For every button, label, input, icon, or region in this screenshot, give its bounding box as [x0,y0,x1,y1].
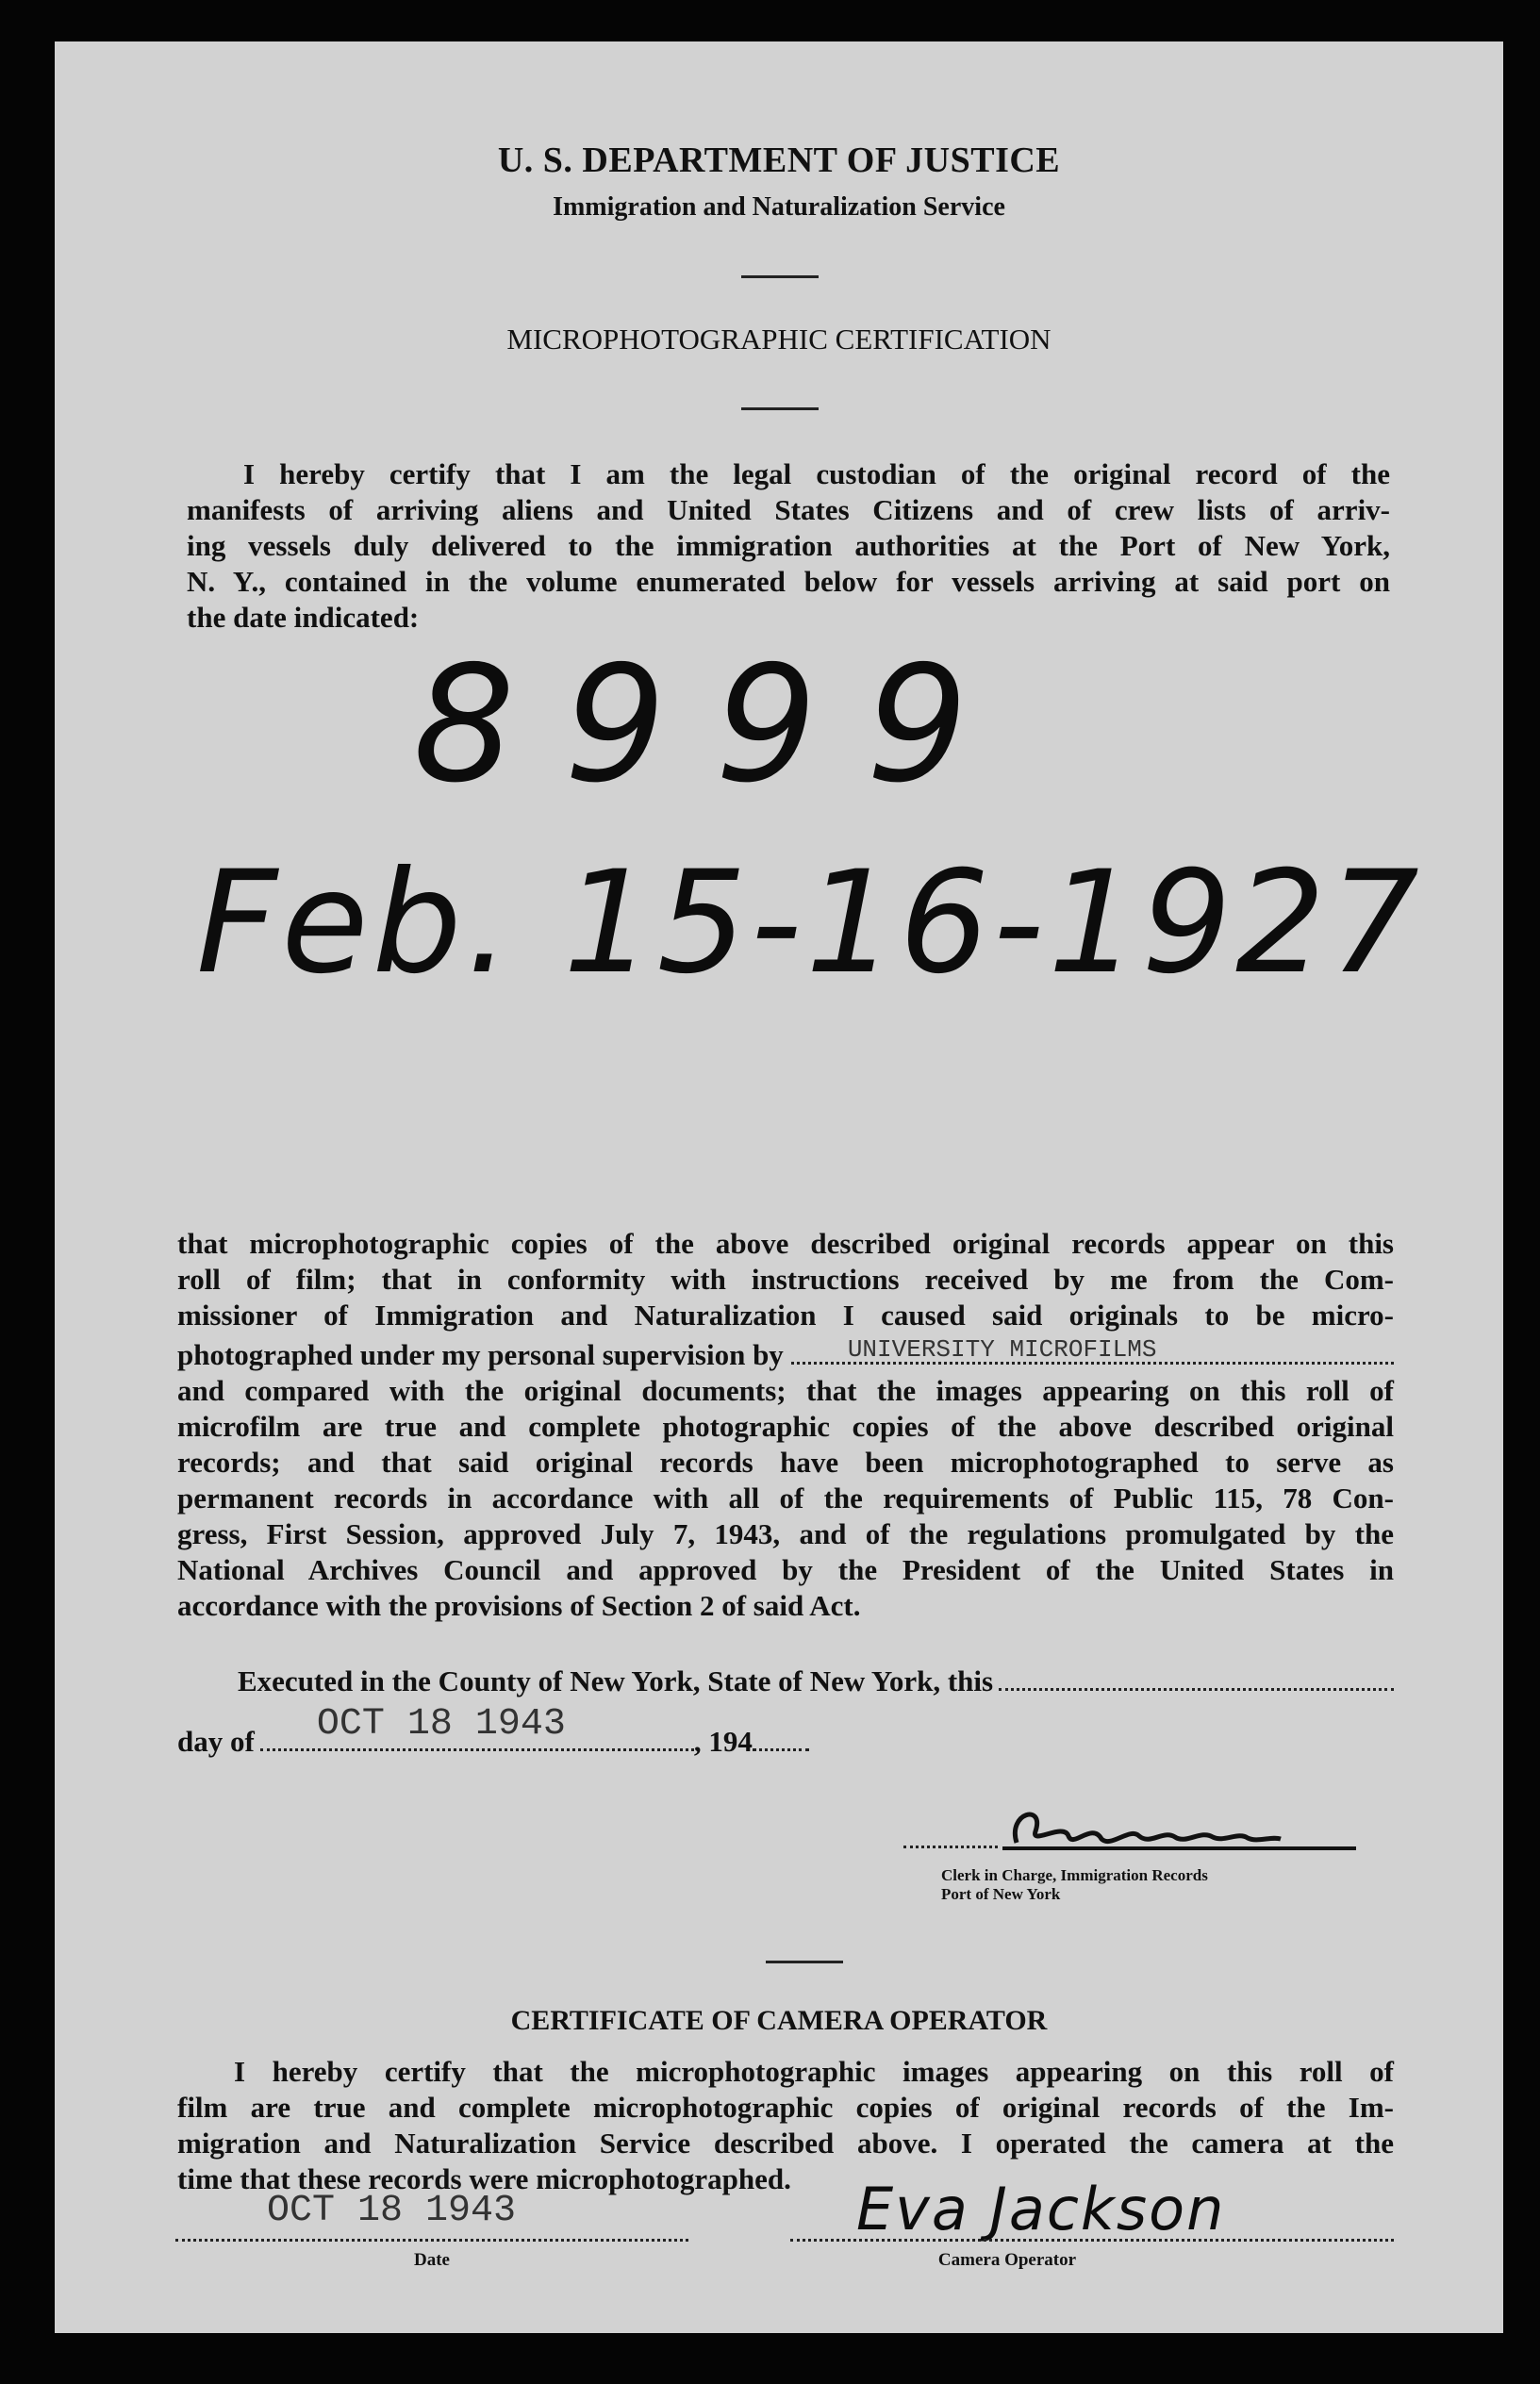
divider [741,407,819,410]
certificate-page [55,41,1503,2333]
filmed-by-line [177,1333,1394,1373]
clerk-port: Port of New York [941,1885,1061,1903]
camera-line: time that these records were microphotographed. [177,2162,791,2195]
clerk-title: Clerk in Charge, Immigration Records [941,1866,1208,1884]
camera-date-field [175,2239,688,2242]
camera-line: film are true and complete microphotographic copies of original records of the Im- [177,2091,1394,2124]
body-line: accordance with the provisions of Section 2 of said Act. [177,1589,861,1622]
day-of-label: day of [177,1725,255,1758]
camera-line: I hereby certify that the microphotographic images appearing on this roll of [234,2055,1394,2088]
filmed-by-field [791,1333,1394,1365]
executed-day-field [999,1688,1394,1691]
intro-line: ing vessels duly delivered to the immigration authorities at the Port of New York, [187,529,1390,562]
certification-heading: MICROPHOTOGRAPHIC CERTIFICATION [506,323,1052,356]
intro-line: manifests of arriving aliens and United States Citizens and of crew lists of arriv- [187,493,1390,526]
body-line: microfilm are true and complete photographic copies of the above described original [177,1410,1394,1443]
date-label: Date [414,2250,450,2270]
body-line: photographed under my personal supervision by [177,1338,784,1371]
body-line: National Archives Council and approved by the President of the United States in [177,1553,1394,1586]
year-field [753,1748,809,1751]
clerk-signature-block [903,1794,1375,1904]
day-of-line [177,1703,894,1760]
intro-line: N. Y., contained in the volume enumerated below for vessels arriving at said port on [187,565,1390,598]
body-line: and compared with the original documents; that the images appearing on this roll of [177,1374,1394,1407]
body-line: records; and that said original records have been microphotographed to serve as [177,1446,1394,1479]
camera-heading: CERTIFICATE OF CAMERA OPERATOR [510,2005,1048,2036]
body-line: roll of film; that in conformity with instructions received by me from the Com- [177,1263,1394,1296]
handwritten-volume-number: 8999 [413,632,1018,819]
operator-signature: Eva Jackson [856,2175,1226,2243]
camera-line: migration and Naturalization Service described above. I operated the camera at the [177,2127,1394,2160]
day-of-stamp: OCT 18 1943 [316,1703,566,1746]
clerk-signature [903,1794,1375,1860]
department-title: U. S. DEPARTMENT OF JUSTICE [497,141,1061,180]
divider [741,275,819,278]
intro-line: I hereby certify that I am the legal custodian of the original record of the [243,457,1390,490]
operator-field [790,2239,1394,2242]
intro-line: the date indicated: [187,601,420,634]
body-paragraph [177,1226,1394,1624]
service-subtitle: Immigration and Naturalization Service [553,192,1005,222]
operator-label: Camera Operator [937,2250,1077,2270]
executed-line [238,1664,1394,1699]
body-line: gress, First Session, approved July 7, 1943, and of the regulations promulgated by the [177,1517,1394,1550]
body-line: that microphotographic copies of the above described original records appear on this [177,1227,1394,1260]
handwritten-arrival-date: Feb. 15-16-1927 [196,841,1423,1005]
executed-text: Executed in the County of New York, State of New York, this [238,1664,994,1697]
body-line: missioner of Immigration and Naturalization I caused said originals to be micro- [177,1299,1394,1332]
divider [766,1961,843,1963]
filmed-by-stamp: UNIVERSITY MICROFILMS [847,1335,1157,1364]
body-line: permanent records in accordance with all of the requirements of Public 115, 78 Con- [177,1482,1394,1515]
camera-date-stamp: OCT 18 1943 [267,2190,517,2232]
year-prefix: , 194 [693,1725,753,1758]
day-of-field [260,1703,694,1751]
signature-line [903,1846,998,1848]
intro-paragraph [187,456,1390,636]
